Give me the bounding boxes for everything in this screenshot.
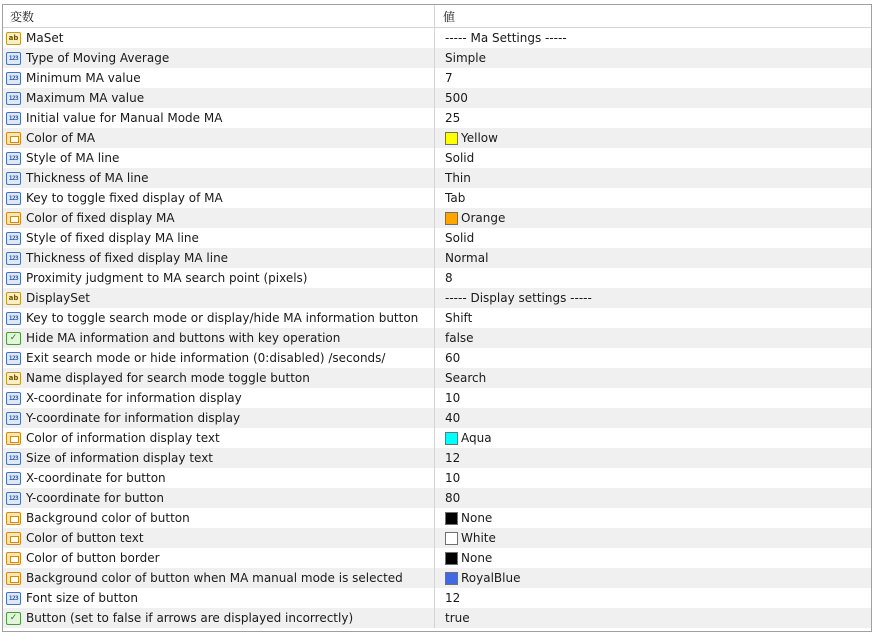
value-cell[interactable] xyxy=(435,528,871,548)
variable-name: Button (set to false if arrows are displayed incorrectly) xyxy=(26,611,354,625)
variable-name: Color of information display text xyxy=(26,431,220,445)
table-row[interactable] xyxy=(3,228,871,248)
value-cell[interactable] xyxy=(435,348,871,368)
variable-value: Yellow xyxy=(461,131,498,145)
table-row[interactable] xyxy=(3,308,871,328)
variable-name: DisplaySet xyxy=(26,291,90,305)
variable-value: Simple xyxy=(445,51,486,65)
variable-value: Normal xyxy=(445,251,489,265)
variable-name: Initial value for Manual Mode MA xyxy=(26,111,223,125)
variable-cell[interactable] xyxy=(3,188,435,208)
table-row[interactable] xyxy=(3,148,871,168)
variable-name: Y-coordinate for button xyxy=(26,491,164,505)
color-swatch xyxy=(445,132,458,145)
value-cell[interactable] xyxy=(435,448,871,468)
variable-value: 500 xyxy=(445,91,468,105)
color-type-icon xyxy=(6,572,21,585)
column-header-value[interactable]: 値 xyxy=(443,9,456,24)
value-cell[interactable] xyxy=(435,288,871,308)
table-header xyxy=(3,5,871,28)
table-row[interactable] xyxy=(3,428,871,448)
color-swatch xyxy=(445,512,458,525)
numeric-type-icon: 123 xyxy=(6,392,21,405)
variable-name: Thickness of fixed display MA line xyxy=(26,251,229,265)
numeric-type-icon: 123 xyxy=(6,52,21,65)
table-row[interactable] xyxy=(3,548,871,568)
variable-value: false xyxy=(445,331,474,345)
variable-value: Aqua xyxy=(461,431,492,445)
variable-cell[interactable] xyxy=(3,228,435,248)
numeric-type-icon: 123 xyxy=(6,492,21,505)
value-cell[interactable] xyxy=(435,108,871,128)
table-row[interactable] xyxy=(3,168,871,188)
variable-value: 7 xyxy=(445,71,453,85)
string-type-icon: ab xyxy=(6,372,21,385)
color-swatch xyxy=(445,432,458,445)
variable-value: 40 xyxy=(445,411,461,425)
variable-name: MaSet xyxy=(26,31,64,45)
table-row[interactable] xyxy=(3,568,871,588)
variable-value: Orange xyxy=(461,211,506,225)
table-row[interactable] xyxy=(3,128,871,148)
variable-value: 25 xyxy=(445,111,461,125)
numeric-type-icon: 123 xyxy=(6,72,21,85)
numeric-type-icon: 123 xyxy=(6,352,21,365)
value-cell[interactable] xyxy=(435,608,871,628)
value-cell[interactable] xyxy=(435,208,871,228)
table-row[interactable] xyxy=(3,348,871,368)
variable-cell[interactable] xyxy=(3,408,435,428)
variable-value: ----- Display settings ----- xyxy=(445,291,592,305)
variable-cell[interactable] xyxy=(3,48,435,68)
variable-cell[interactable] xyxy=(3,108,435,128)
variable-name: Y-coordinate for information display xyxy=(26,411,241,425)
variable-cell[interactable] xyxy=(3,368,435,388)
variable-name: Name displayed for search mode toggle button xyxy=(26,371,310,385)
color-type-icon xyxy=(6,552,21,565)
variable-name: Color of MA xyxy=(26,131,96,145)
variable-value: Shift xyxy=(445,311,473,325)
variable-cell[interactable] xyxy=(3,28,435,48)
numeric-type-icon: 123 xyxy=(6,452,21,465)
variable-value: true xyxy=(445,611,470,625)
variable-cell[interactable] xyxy=(3,168,435,188)
variable-cell[interactable] xyxy=(3,68,435,88)
numeric-type-icon: 123 xyxy=(6,272,21,285)
table-row[interactable] xyxy=(3,368,871,388)
variable-cell[interactable] xyxy=(3,248,435,268)
variable-name: Style of fixed display MA line xyxy=(26,231,199,245)
variable-name: Style of MA line xyxy=(26,151,120,165)
value-cell[interactable] xyxy=(435,368,871,388)
variable-value: White xyxy=(461,531,496,545)
variable-name: Type of Moving Average xyxy=(26,51,170,65)
variable-name: Background color of button when MA manual mode is selected xyxy=(26,571,403,585)
value-cell[interactable] xyxy=(435,28,871,48)
value-cell[interactable] xyxy=(435,408,871,428)
value-cell[interactable] xyxy=(435,128,871,148)
variable-name: Color of button text xyxy=(26,531,144,545)
variable-name: Color of button border xyxy=(26,551,160,565)
variable-value: 12 xyxy=(445,591,461,605)
table-row[interactable] xyxy=(3,388,871,408)
variable-cell[interactable] xyxy=(3,468,435,488)
variable-cell[interactable] xyxy=(3,208,435,228)
parameters-table xyxy=(2,4,872,632)
table-row[interactable] xyxy=(3,508,871,528)
numeric-type-icon: 123 xyxy=(6,312,21,325)
variable-value: 10 xyxy=(445,471,461,485)
table-row[interactable] xyxy=(3,448,871,468)
numeric-type-icon: 123 xyxy=(6,192,21,205)
table-row[interactable] xyxy=(3,288,871,308)
value-cell[interactable] xyxy=(435,468,871,488)
value-cell[interactable] xyxy=(435,548,871,568)
variable-cell[interactable] xyxy=(3,348,435,368)
table-row[interactable] xyxy=(3,88,871,108)
string-type-icon: ab xyxy=(6,32,21,45)
color-type-icon xyxy=(6,132,21,145)
variable-name: Key to toggle search mode or display/hide MA information button xyxy=(26,311,419,325)
variable-value: 10 xyxy=(445,391,461,405)
value-cell[interactable] xyxy=(435,188,871,208)
value-cell[interactable] xyxy=(435,168,871,188)
table-row[interactable] xyxy=(3,108,871,128)
value-cell[interactable] xyxy=(435,488,871,508)
variable-value: None xyxy=(461,511,493,525)
variable-name: Color of fixed display MA xyxy=(26,211,175,225)
variable-name: Key to toggle fixed display of MA xyxy=(26,191,223,205)
color-type-icon xyxy=(6,432,21,445)
variable-cell[interactable] xyxy=(3,588,435,608)
variable-value: Solid xyxy=(445,231,475,245)
table-row[interactable] xyxy=(3,68,871,88)
variable-cell[interactable] xyxy=(3,388,435,408)
variable-name: Font size of button xyxy=(26,591,138,605)
table-row[interactable] xyxy=(3,48,871,68)
color-type-icon xyxy=(6,512,21,525)
table-row[interactable] xyxy=(3,268,871,288)
table-row[interactable] xyxy=(3,208,871,228)
value-cell[interactable] xyxy=(435,588,871,608)
variable-name: Minimum MA value xyxy=(26,71,141,85)
color-type-icon xyxy=(6,532,21,545)
variable-name: Size of information display text xyxy=(26,451,214,465)
value-cell[interactable] xyxy=(435,388,871,408)
variable-cell[interactable] xyxy=(3,288,435,308)
variable-cell[interactable] xyxy=(3,528,435,548)
variable-name: X-coordinate for information display xyxy=(26,391,242,405)
variable-value: Tab xyxy=(445,191,466,205)
table-row[interactable] xyxy=(3,328,871,348)
numeric-type-icon: 123 xyxy=(6,92,21,105)
variable-name: Background color of button xyxy=(26,511,190,525)
numeric-type-icon: 123 xyxy=(6,472,21,485)
variable-cell[interactable] xyxy=(3,508,435,528)
color-swatch xyxy=(445,552,458,565)
variable-value: None xyxy=(461,551,493,565)
table-row[interactable] xyxy=(3,468,871,488)
variable-name: X-coordinate for button xyxy=(26,471,166,485)
numeric-type-icon: 123 xyxy=(6,252,21,265)
value-cell[interactable] xyxy=(435,228,871,248)
numeric-type-icon: 123 xyxy=(6,592,21,605)
variable-cell[interactable] xyxy=(3,128,435,148)
variable-value: RoyalBlue xyxy=(461,571,521,585)
color-swatch xyxy=(445,532,458,545)
variable-cell[interactable] xyxy=(3,268,435,288)
table-row[interactable] xyxy=(3,528,871,548)
numeric-type-icon: 123 xyxy=(6,232,21,245)
value-cell[interactable] xyxy=(435,268,871,288)
color-swatch xyxy=(445,572,458,585)
string-type-icon: ab xyxy=(6,292,21,305)
boolean-type-icon: ✓ xyxy=(6,332,21,345)
variable-name: Exit search mode or hide information (0:disabled) /seconds/ xyxy=(26,351,386,365)
variable-value: Solid xyxy=(445,151,475,165)
variable-name: Thickness of MA line xyxy=(26,171,149,185)
numeric-type-icon: 123 xyxy=(6,172,21,185)
value-cell[interactable] xyxy=(435,88,871,108)
variable-value: Search xyxy=(445,371,487,385)
variable-cell[interactable] xyxy=(3,548,435,568)
value-cell[interactable] xyxy=(435,508,871,528)
table-row[interactable] xyxy=(3,188,871,208)
variable-cell[interactable] xyxy=(3,568,435,588)
table-row[interactable] xyxy=(3,248,871,268)
value-cell[interactable] xyxy=(435,68,871,88)
variable-cell[interactable] xyxy=(3,488,435,508)
color-swatch xyxy=(445,212,458,225)
variable-name: Proximity judgment to MA search point (pixels) xyxy=(26,271,308,285)
value-cell[interactable] xyxy=(435,308,871,328)
value-cell[interactable] xyxy=(435,428,871,448)
table-row[interactable] xyxy=(3,588,871,608)
table-row[interactable] xyxy=(3,488,871,508)
variable-value: 8 xyxy=(445,271,453,285)
value-cell[interactable] xyxy=(435,568,871,588)
variable-value: 60 xyxy=(445,351,461,365)
variable-cell[interactable] xyxy=(3,88,435,108)
value-cell[interactable] xyxy=(435,148,871,168)
numeric-type-icon: 123 xyxy=(6,412,21,425)
variable-value: ----- Ma Settings ----- xyxy=(445,31,567,45)
numeric-type-icon: 123 xyxy=(6,152,21,165)
variable-value: 12 xyxy=(445,451,461,465)
value-cell[interactable] xyxy=(435,48,871,68)
variable-name: Hide MA information and buttons with key operation xyxy=(26,331,341,345)
table-row[interactable] xyxy=(3,608,871,628)
numeric-type-icon: 123 xyxy=(6,112,21,125)
column-header-variable[interactable]: 変数 xyxy=(3,5,435,27)
variable-cell[interactable] xyxy=(3,428,435,448)
table-row[interactable] xyxy=(3,28,871,48)
value-cell[interactable] xyxy=(435,328,871,348)
table-row[interactable] xyxy=(3,408,871,428)
variable-cell[interactable] xyxy=(3,448,435,468)
variable-value: Thin xyxy=(445,171,471,185)
variable-cell[interactable] xyxy=(3,308,435,328)
value-cell[interactable] xyxy=(435,248,871,268)
variable-name: Maximum MA value xyxy=(26,91,145,105)
variable-cell[interactable] xyxy=(3,148,435,168)
variable-cell[interactable] xyxy=(3,608,435,628)
table-body xyxy=(3,28,871,628)
variable-value: 80 xyxy=(445,491,461,505)
boolean-type-icon: ✓ xyxy=(6,612,21,625)
variable-cell[interactable] xyxy=(3,328,435,348)
color-type-icon xyxy=(6,212,21,225)
